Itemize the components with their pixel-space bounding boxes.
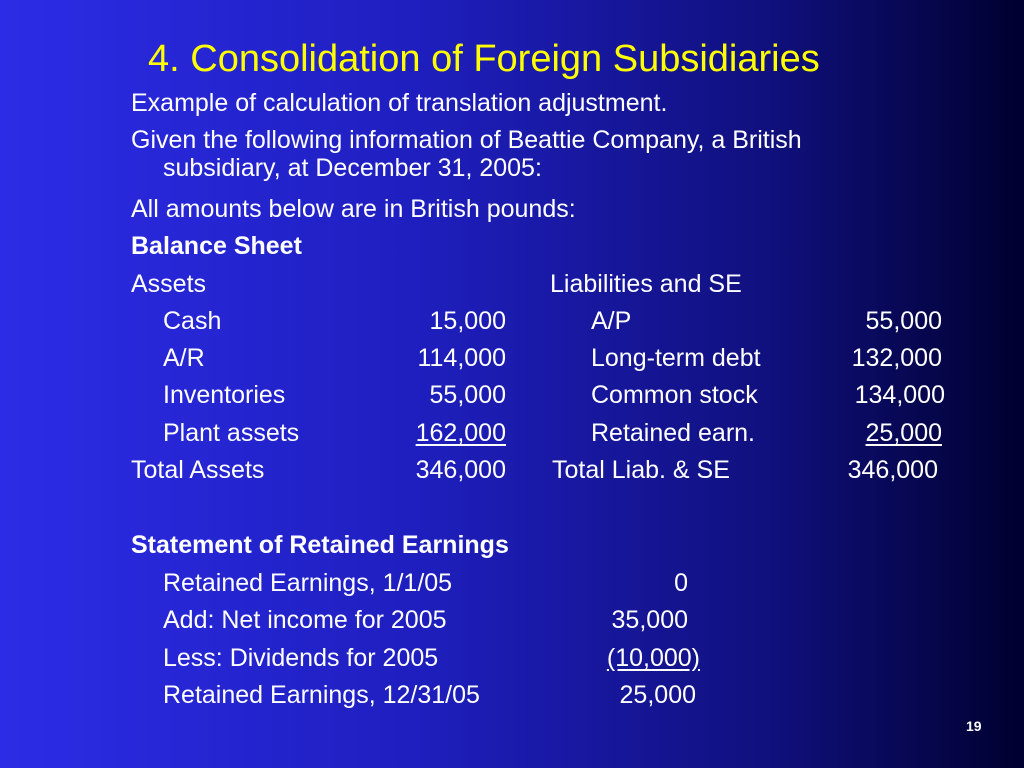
asset-value: 162,000 bbox=[415, 419, 506, 447]
intro-line-1: Example of calculation of translation adjustment. bbox=[131, 89, 668, 117]
intro-line-2a: Given the following information of Beattie Company, a British bbox=[131, 126, 802, 154]
liability-value: 25,000 bbox=[865, 419, 942, 447]
total-liabilities-value: 346,000 bbox=[847, 456, 938, 484]
intro-line-3: All amounts below are in British pounds: bbox=[131, 195, 576, 223]
asset-value: 114,000 bbox=[417, 344, 506, 372]
liability-label: Common stock bbox=[591, 381, 758, 409]
intro-line-2b: subsidiary, at December 31, 2005: bbox=[163, 154, 542, 182]
page-number: 19 bbox=[966, 718, 982, 734]
total-assets-label: Total Assets bbox=[131, 456, 265, 484]
liability-label: Long-term debt bbox=[591, 344, 761, 372]
asset-value: 15,000 bbox=[429, 307, 506, 335]
balance-sheet-heading: Balance Sheet bbox=[131, 232, 302, 260]
re-row-value: (10,000) bbox=[606, 644, 700, 672]
assets-header: Assets bbox=[131, 270, 207, 298]
total-assets-value: 346,000 bbox=[415, 456, 506, 484]
asset-label: Plant assets bbox=[163, 419, 300, 447]
re-row-value: 0 bbox=[674, 569, 688, 597]
liabilities-header: Liabilities and SE bbox=[550, 270, 742, 298]
total-liabilities-label: Total Liab. & SE bbox=[552, 456, 730, 484]
liability-value: 55,000 bbox=[865, 307, 942, 335]
liability-label: Retained earn. bbox=[591, 419, 756, 447]
asset-label: Cash bbox=[163, 307, 222, 335]
asset-label: A/R bbox=[163, 344, 205, 372]
asset-label: Inventories bbox=[163, 381, 286, 409]
re-row-value: 25,000 bbox=[619, 681, 696, 709]
retained-earnings-heading: Statement of Retained Earnings bbox=[131, 531, 509, 559]
re-row-label: Less: Dividends for 2005 bbox=[163, 644, 439, 672]
re-row-label: Retained Earnings, 1/1/05 bbox=[163, 569, 453, 597]
re-row-value: 35,000 bbox=[611, 606, 688, 634]
re-row-label: Add: Net income for 2005 bbox=[163, 606, 447, 634]
asset-value: 55,000 bbox=[429, 381, 506, 409]
re-row-label: Retained Earnings, 12/31/05 bbox=[163, 681, 480, 709]
liability-label: A/P bbox=[591, 307, 632, 335]
slide-title: 4. Consolidation of Foreign Subsidiaries bbox=[148, 38, 820, 80]
liability-value: 132,000 bbox=[851, 344, 942, 372]
liability-value: 134,000 bbox=[854, 381, 945, 409]
